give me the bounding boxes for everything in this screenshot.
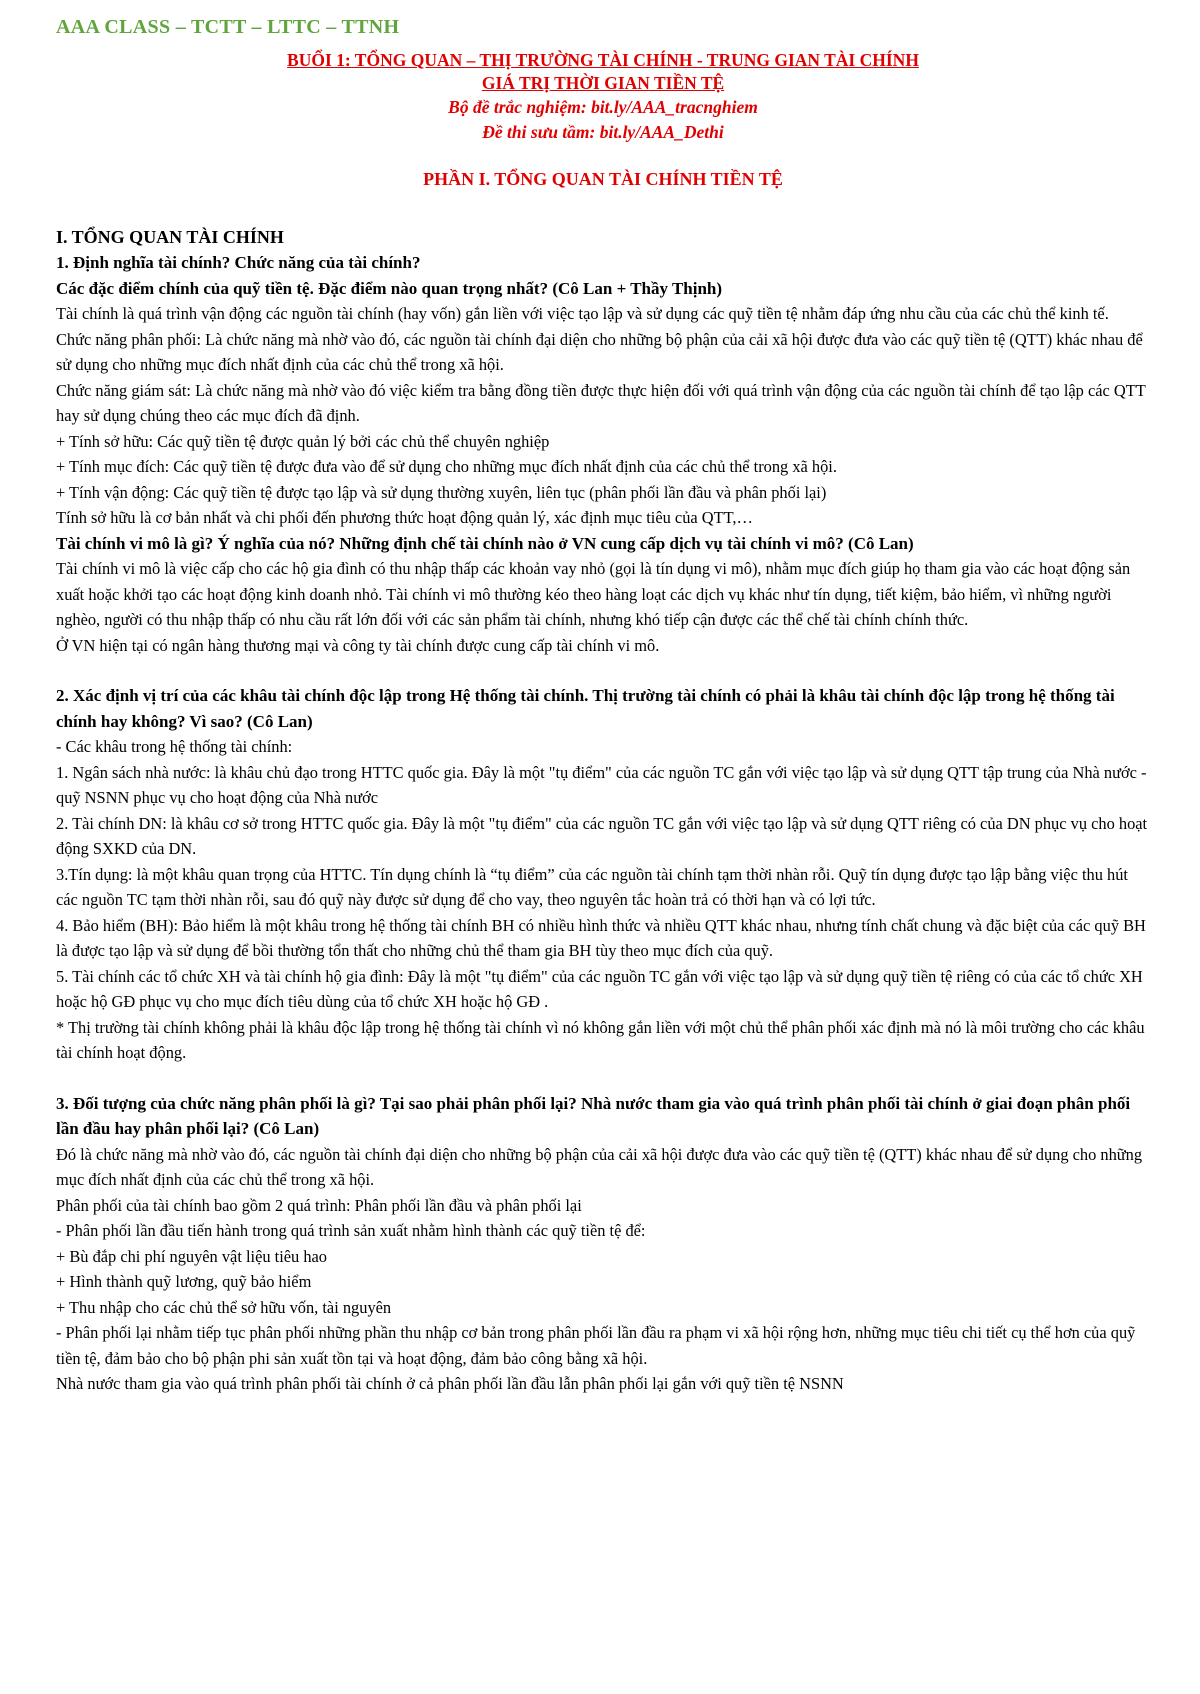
question-heading: 3. Đối tượng của chức năng phân phối là gì? Tại sao phải phân phối lại? Nhà nước tham gia vào quá trình phân phối tài chính ở giai đoạn phân phối lần đầu hay phân phối lại? (Cô Lan) [56,1093,1131,1138]
section-heading: I. TỔNG QUAN TÀI CHÍNH [56,227,284,247]
brand-header: AAA CLASS – TCTT – LTTC – TTNH [56,16,400,38]
session-title: BUỔI 1: TỔNG QUAN – THỊ TRƯỜNG TÀI CHÍNH - TRUNG GIAN TÀI CHÍNH [287,50,919,70]
paragraph: * Thị trường tài chính không phải là khâu độc lập trong hệ thống tài chính vì nó không gắn liền với một chủ thể phân phối xác định mà nó là môi trường cho các khâu tài chính hoạt động. [56,1017,1145,1062]
title-block [56,49,1150,145]
paragraph: Đó là chức năng mà nhờ vào đó, các nguồn tài chính đại diện cho những bộ phận của cải xã hội được đưa vào các quỹ tiền tệ (QTT) khác nhau để sử dụng cho những mục đích nhất định của các chủ thể trong xã hội. [56,1144,1143,1189]
paragraph: Tính sở hữu là cơ bản nhất và chi phối đến phương thức hoạt động quản lý, xác định mục tiêu của QTT,… [56,508,753,527]
paragraph: Chức năng giám sát: Là chức năng mà nhờ vào đó việc kiểm tra bằng đồng tiền được thực hiện đối với quá trình vận động của các nguồn tài chính để tạo lập các QTT hay sử dụng chúng theo các mục đích đã định. [56,380,1146,425]
document-body [56,224,1150,1397]
question-heading: 2. Xác định vị trí của các khâu tài chính độc lập trong Hệ thống tài chính. Thị trường tài chính có phải là khâu tài chính độc lập trong hệ thống tài chính hay không? Vì sao? (Cô Lan) [56,686,1115,731]
paragraph: + Tính vận động: Các quỹ tiền tệ được tạo lập và sử dụng thường xuyên, liên tục (phân phối lần đầu và phân phối lại) [56,482,827,502]
paragraph: + Hình thành quỹ lương, quỹ bảo hiểm [56,1272,312,1291]
paragraph: 3.Tín dụng: là một khâu quan trọng của HTTC. Tín dụng chính là “tụ điểm” của các nguồn tài chính tạm thời nhàn rỗi. Quỹ tín dụng được tạo lập bằng việc thu hút các nguồn TC tạm thời nhàn rỗi, sau đó quỹ này được sử dụng để cho vay, theo nguyên tắc hoàn trả có thời hạn và có lợi tức. [56,864,1128,909]
paragraph: 5. Tài chính các tổ chức XH và tài chính hộ gia đình: Đây là một "tụ điểm" của các nguồn TC gắn với việc tạo lập và sử dụng quỹ tiền tệ riêng có của các tổ chức XH hoặc hộ GĐ phục vụ cho mục đích tiêu dùng của tổ chức XH hoặc hộ GĐ . [56,966,1143,1011]
question-heading: Các đặc điểm chính của quỹ tiền tệ. Đặc điểm nào quan trọng nhất? (Cô Lan + Thầy Thịnh) [56,278,723,298]
paragraph: Tài chính vi mô là việc cấp cho các hộ gia đình có thu nhập thấp các khoản vay nhỏ (gọi là tín dụng vi mô), nhằm mục đích giúp họ tham gia vào các hoạt động sản xuất hoặc khởi tạo các hoạt động kinh doanh nhỏ. Tài chính vi mô thường kéo theo hàng loạt các dịch vụ khác như tín dụng, tiết kiệm, bảo hiểm, vì những người nghèo, người có thu nhập thấp có nhu cầu rất lớn đối với các sản phẩm tài chính, nhưng khó tiếp cận được các thể chế tài chính chính thức. [56,559,1131,629]
session-subtitle: GIÁ TRỊ THỜI GIAN TIỀN TỆ [481,73,725,93]
paragraph: Ở VN hiện tại có ngân hàng thương mại và công ty tài chính được cung cấp tài chính vi mô. [56,635,660,655]
paragraph: - Các khâu trong hệ thống tài chính: [56,737,293,756]
question-heading: Tài chính vi mô là gì? Ý nghĩa của nó? Những định chế tài chính nào ở VN cung cấp dịch vụ tài chính vi mô? (Cô Lan) [56,533,914,553]
paragraph: 4. Bảo hiểm (BH): Bảo hiểm là một khâu trong hệ thống tài chính BH có nhiều hình thức và nhiều QTT khác nhau, nhưng tính chất chung và đặc biệt của các quỹ BH là được tạo lập và sử dụng để bồi thường tổn thất cho những chủ thể tham gia BH tùy theo mục đích của quỹ. [56,915,1146,960]
exam-link[interactable]: Đề thi sưu tầm: bit.ly/AAA_Dethi [482,122,724,142]
quiz-link[interactable]: Bộ đề trắc nghiệm: bit.ly/AAA_tracnghiem [448,97,758,117]
paragraph: - Phân phối lần đầu tiến hành trong quá trình sản xuất nhằm hình thành các quỹ tiền tệ để: [56,1221,646,1240]
paragraph: + Tính sở hữu: Các quỹ tiền tệ được quản lý bởi các chủ thể chuyên nghiệp [56,431,550,451]
paragraph: + Tính mục đích: Các quỹ tiền tệ được đưa vào để sử dụng cho những mục đích nhất định của các chủ thể trong xã hội. [56,457,837,476]
paragraph: - Phân phối lại nhằm tiếp tục phân phối những phần thu nhập cơ bản trong phân phối lần đầu ra phạm vi xã hội rộng hơn, những mục tiêu chi tiết cụ thể hơn của quỹ tiền tệ, đảm bảo cho bộ phận phi sản xuất tồn tại và hoạt động, đảm bảo công bằng xã hội. [56,1323,1136,1368]
paragraph: 2. Tài chính DN: là khâu cơ sở trong HTTC quốc gia. Đây là một "tụ điểm" của các nguồn TC gắn với việc tạo lập và sử dụng QTT riêng có của DN phục vụ cho hoạt động SXKD của DN. [56,813,1148,858]
paragraph: Tài chính là quá trình vận động các nguồn tài chính (hay vốn) gắn liền với việc tạo lập và sử dụng các quỹ tiền tệ nhằm đáp ứng nhu cầu của các chủ thể kinh tế. [56,304,1109,323]
paragraph: 1. Ngân sách nhà nước: là khâu chủ đạo trong HTTC quốc gia. Đây là một "tụ điểm" của các nguồn TC gắn với việc tạo lập và sử dụng QTT tập trung của Nhà nước - quỹ NSNN phục vụ cho hoạt động của Nhà nước [56,762,1147,807]
paragraph: Nhà nước tham gia vào quá trình phân phối tài chính ở cả phân phối lần đầu lẫn phân phối lại gắn với quỹ tiền tệ NSNN [56,1374,844,1393]
paragraph: Chức năng phân phối: Là chức năng mà nhờ vào đó, các nguồn tài chính đại diện cho những bộ phận của cải xã hội được đưa vào các quỹ tiền tệ (QTT) khác nhau để sử dụng cho những mục đích nhất định của các chủ thể trong xã hội. [56,329,1143,374]
spacer [56,658,1150,683]
paragraph: + Bù đắp chi phí nguyên vật liệu tiêu hao [56,1246,327,1266]
part-heading: PHẦN I. TỔNG QUAN TÀI CHÍNH TIỀN TỆ [423,169,783,189]
question-heading: 1. Định nghĩa tài chính? Chức năng của tài chính? [56,253,421,272]
paragraph: Phân phối của tài chính bao gồm 2 quá trình: Phân phối lần đầu và phân phối lại [56,1195,582,1215]
spacer [56,1066,1150,1091]
paragraph: + Thu nhập cho các chủ thể sở hữu vốn, tài nguyên [56,1297,392,1317]
